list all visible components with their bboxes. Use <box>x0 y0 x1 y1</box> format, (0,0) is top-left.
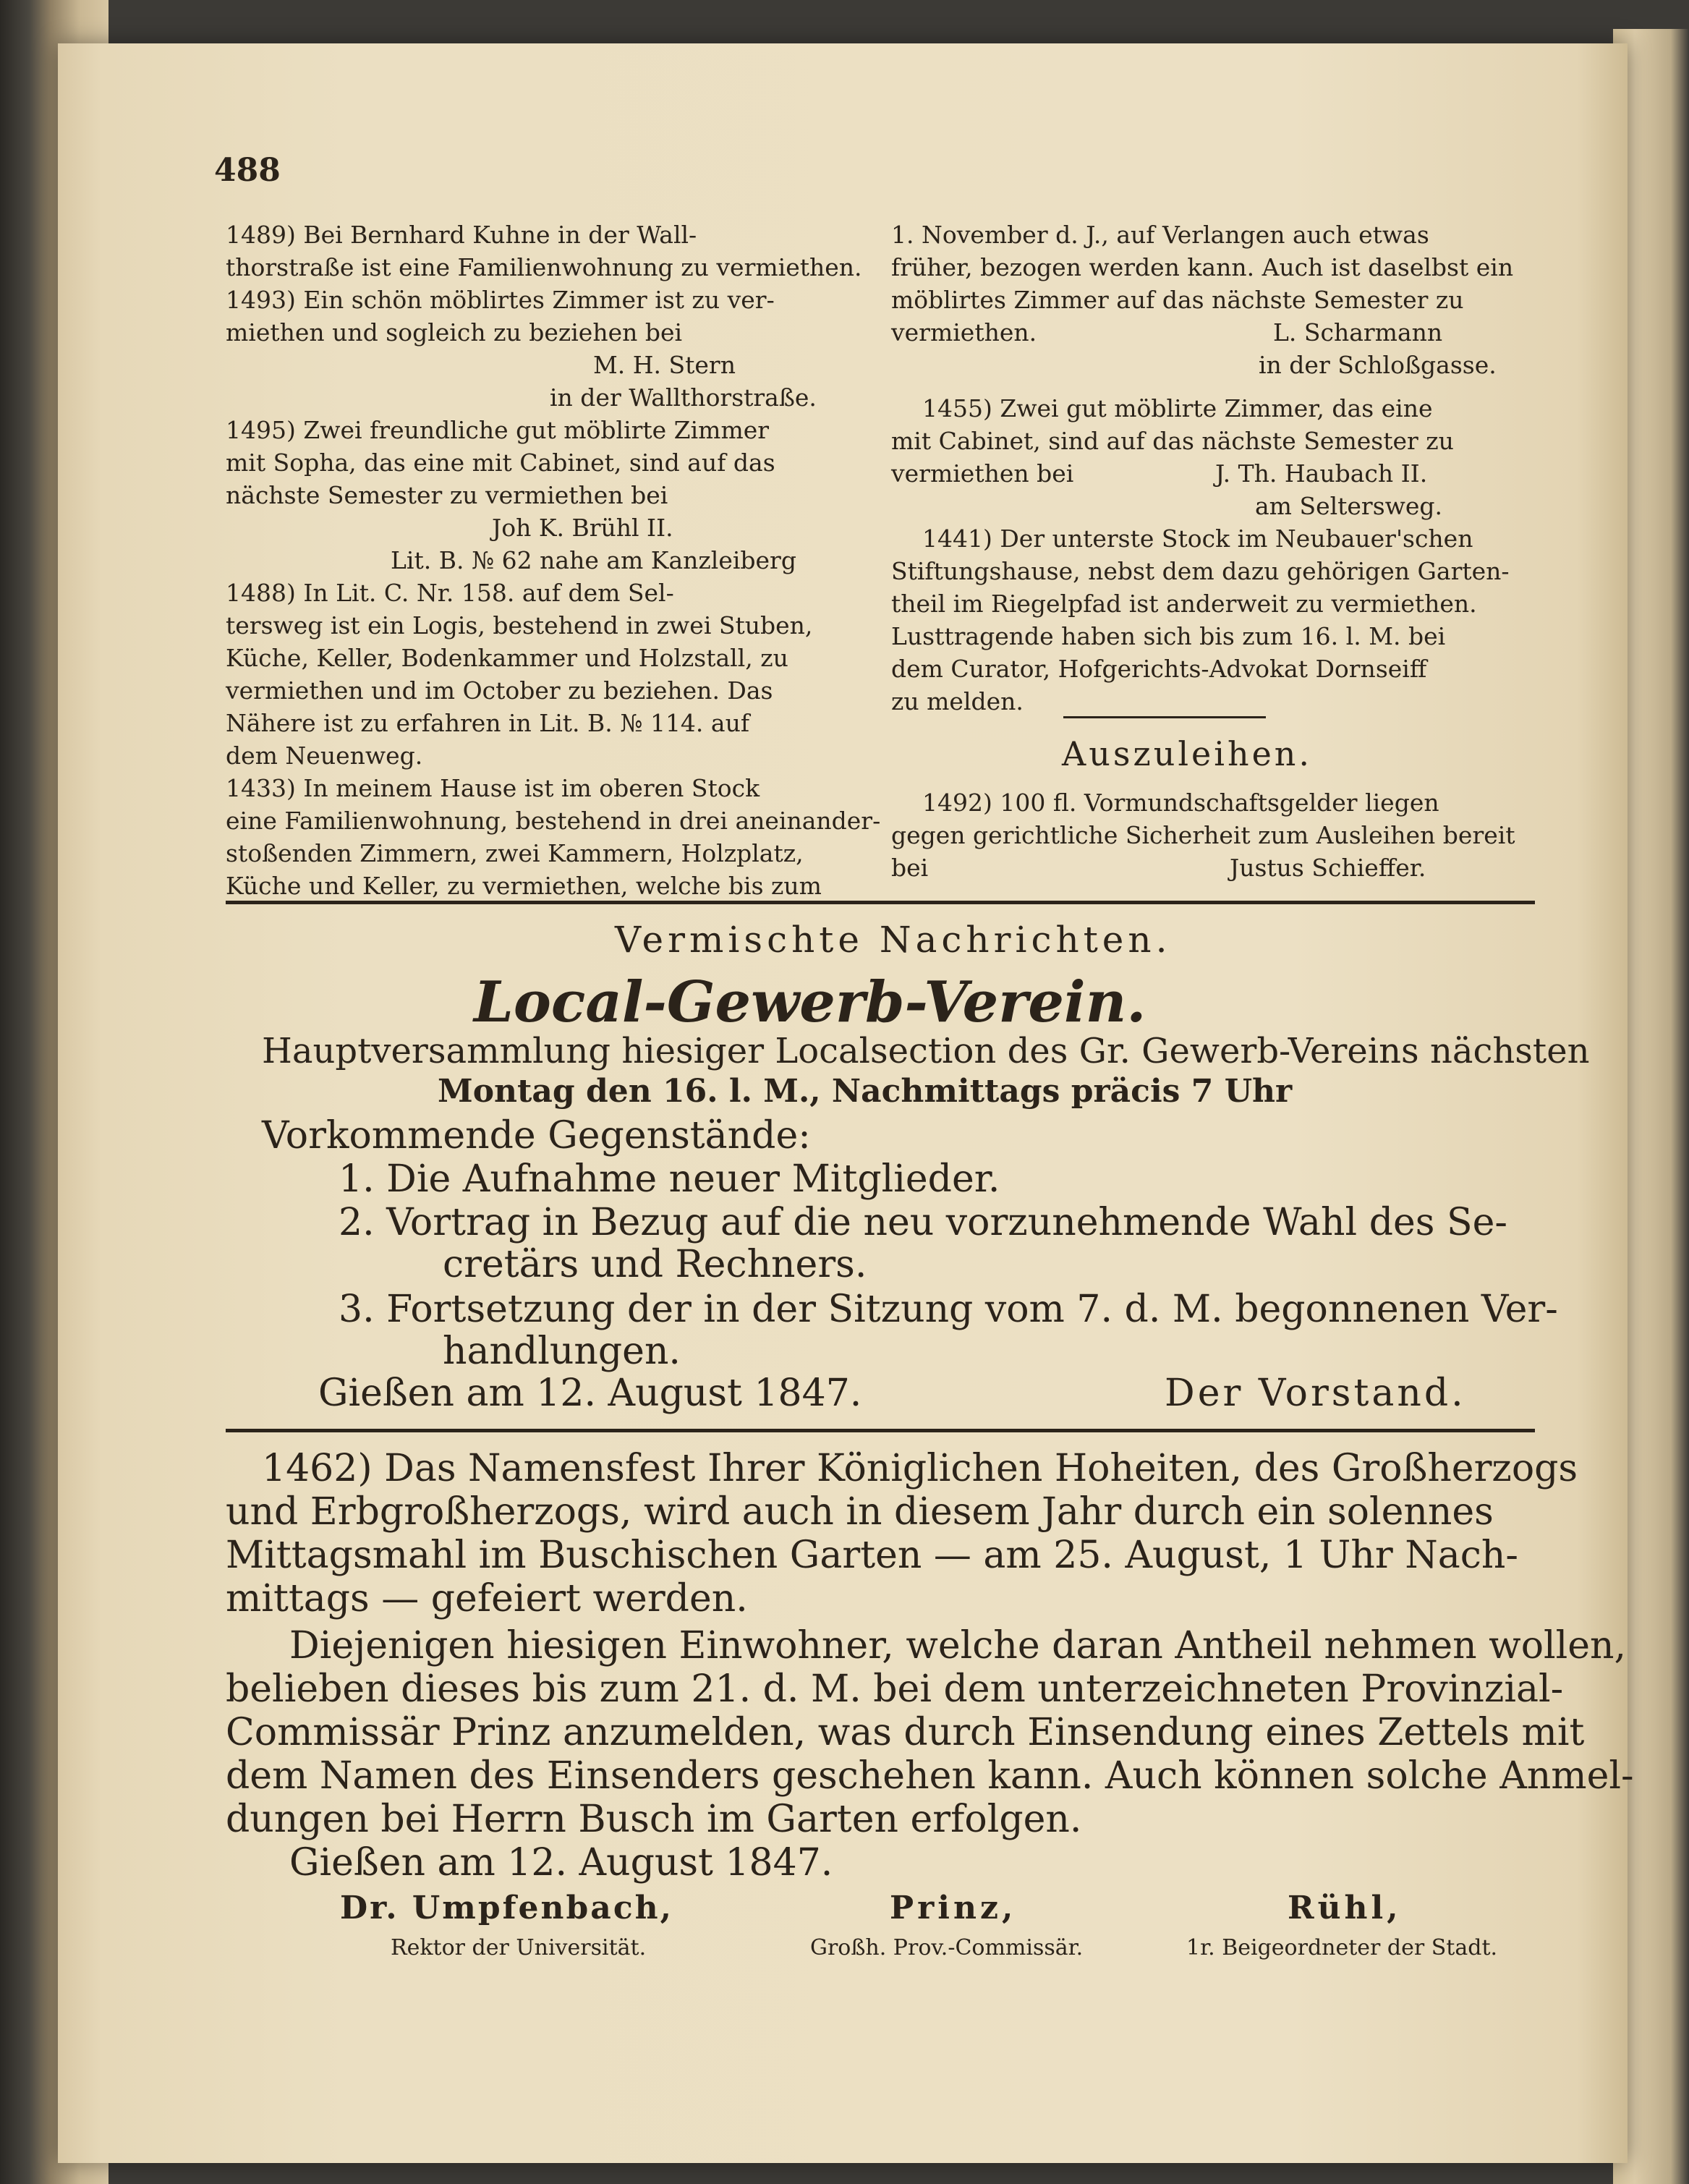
verein-line: Hauptversammlung hiesiger Localsection des Gr. Gewerb-Vereins nächsten <box>262 1031 1590 1071</box>
signatory-name: Prinz, <box>890 1890 1017 1926</box>
notice-date: Gießen am 12. August 1847. <box>289 1841 833 1885</box>
left-line: Lit. B. № 62 nahe am Kanzleiberg <box>391 546 796 574</box>
notice-line: dungen bei Herrn Busch im Garten erfolgen. <box>226 1798 1082 1841</box>
right-line: vermiethen. <box>891 318 1037 347</box>
left-line: tersweg ist ein Logis, bestehend in zwei Stuben, <box>226 611 813 640</box>
right-line: Stiftungshause, nebst dem dazu gehörigen Garten- <box>891 557 1510 585</box>
left-line: Nähere ist zu erfahren in Lit. B. № 114. auf <box>226 709 750 737</box>
notice-line: mittags — gefeiert werden. <box>226 1577 748 1620</box>
auszuleihen-line: Justus Schieffer. <box>1230 854 1426 882</box>
left-line: Joh K. Brühl II. <box>492 514 673 542</box>
right-line: mit Cabinet, sind auf das nächste Semester zu <box>891 427 1454 455</box>
section-divider <box>226 1429 1535 1432</box>
verein-line: 3. Fortsetzung der in der Sitzung vom 7. d. M. begonnenen Ver- <box>339 1288 1558 1331</box>
left-line: 1433) In meinem Hause ist im oberen Stock <box>226 774 760 802</box>
left-line: eine Familienwohnung, bestehend in drei aneinander- <box>226 807 881 835</box>
verein-signature: Der Vorstand. <box>1165 1372 1466 1415</box>
notice-line: 1462) Das Namensfest Ihrer Königlichen Hoheiten, des Großherzogs <box>262 1447 1578 1490</box>
signatory-name: Dr. Umpfenbach, <box>340 1890 673 1926</box>
page-number: 488 <box>214 152 281 189</box>
left-line: nächste Semester zu vermiethen bei <box>226 481 668 509</box>
left-line: dem Neuenweg. <box>226 742 423 770</box>
left-line: in der Wallthorstraße. <box>550 383 817 412</box>
right-line: zu melden. <box>891 687 1024 715</box>
left-line: 1495) Zwei freundliche gut möblirte Zimmer <box>226 416 770 444</box>
notice-line: Mittagsmahl im Buschischen Garten — am 25. August, 1 Uhr Nach- <box>226 1534 1518 1577</box>
right-line: 1. November d. J., auf Verlangen auch etwas <box>891 221 1429 249</box>
right-line: L. Scharmann <box>1273 318 1443 347</box>
notice-line: belieben dieses bis zum 21. d. M. bei dem unterzeichneten Provinzial- <box>226 1667 1564 1711</box>
right-line: 1441) Der unterste Stock im Neubauer'schen <box>922 524 1473 553</box>
verein-title: Local-Gewerb-Verein. <box>474 969 1146 1035</box>
right-line: vermiethen bei <box>891 459 1074 488</box>
signatory-title: 1r. Beigeordneter der Stadt. <box>1186 1935 1498 1960</box>
verein-line: Vorkommende Gegenstände: <box>262 1114 811 1157</box>
right-line: früher, bezogen werden kann. Auch ist daselbst ein <box>891 253 1514 281</box>
left-line: Küche und Keller, zu vermiethen, welche bis zum <box>226 872 822 900</box>
auszuleihen-line: 1492) 100 fl. Vormundschaftsgelder liegen <box>922 789 1439 817</box>
verein-line: 1. Die Aufnahme neuer Mitglieder. <box>339 1157 1000 1201</box>
right-line: in der Schloßgasse. <box>1259 351 1497 379</box>
notice-line: und Erbgroßherzogs, wird auch in diesem Jahr durch ein solennes <box>226 1490 1494 1534</box>
notice-line: Diejenigen hiesigen Einwohner, welche daran Antheil nehmen wollen, <box>289 1624 1627 1667</box>
right-line: 1455) Zwei gut möblirte Zimmer, das eine <box>922 394 1433 422</box>
left-line: 1488) In Lit. C. Nr. 158. auf dem Sel- <box>226 579 674 607</box>
right-line: Lusttragende haben sich bis zum 16. l. M. bei <box>891 622 1446 650</box>
section-divider <box>226 901 1535 904</box>
notice-line: dem Namen des Einsenders geschehen kann. Auch können solche Anmel- <box>226 1754 1634 1798</box>
verein-line: handlungen. <box>443 1330 681 1373</box>
right-line: theil im Riegelpfad ist anderweit zu vermiethen. <box>891 590 1477 618</box>
left-line: thorstraße ist eine Familienwohnung zu vermiethen. <box>226 253 862 281</box>
auszuleihen-line: bei <box>891 854 929 882</box>
notice-line: Commissär Prinz anzumelden, was durch Einsendung eines Zettels mit <box>226 1711 1585 1754</box>
left-line: 1489) Bei Bernhard Kuhne in der Wall- <box>226 221 697 249</box>
auszuleihen-heading: Auszuleihen. <box>1062 734 1313 773</box>
signatory-name: Rühl, <box>1288 1890 1402 1926</box>
right-line: am Seltersweg. <box>1255 492 1443 520</box>
verein-line: 2. Vortrag in Bezug auf die neu vorzunehmende Wahl des Se- <box>339 1201 1507 1244</box>
right-line: möblirtes Zimmer auf das nächste Semester zu <box>891 286 1464 314</box>
left-line: mit Sopha, das eine mit Cabinet, sind auf das <box>226 449 775 477</box>
left-line: M. H. Stern <box>593 351 736 379</box>
right-line: J. Th. Haubach II. <box>1215 459 1428 488</box>
left-line: vermiethen und im October zu beziehen. Das <box>226 676 773 705</box>
signatory-title: Rektor der Universität. <box>391 1935 647 1960</box>
left-line: miethen und sogleich zu beziehen bei <box>226 318 683 347</box>
short-divider <box>1063 716 1266 718</box>
verein-line: Montag den 16. l. M., Nachmittags präcis 7 Uhr <box>438 1073 1293 1110</box>
right-line: dem Curator, Hofgerichts-Advokat Dornseiff <box>891 655 1427 683</box>
left-line: 1493) Ein schön möblirtes Zimmer ist zu ver- <box>226 286 775 314</box>
section-heading: Vermischte Nachrichten. <box>615 919 1172 961</box>
signatory-title: Großh. Prov.-Commissär. <box>810 1935 1084 1960</box>
verein-date: Gießen am 12. August 1847. <box>318 1372 862 1415</box>
left-line: stoßenden Zimmern, zwei Kammern, Holzplatz, <box>226 839 804 867</box>
verein-line: cretärs und Rechners. <box>443 1243 867 1286</box>
left-line: Küche, Keller, Bodenkammer und Holzstall, zu <box>226 644 788 672</box>
auszuleihen-line: gegen gerichtliche Sicherheit zum Ausleihen bereit <box>891 821 1515 849</box>
